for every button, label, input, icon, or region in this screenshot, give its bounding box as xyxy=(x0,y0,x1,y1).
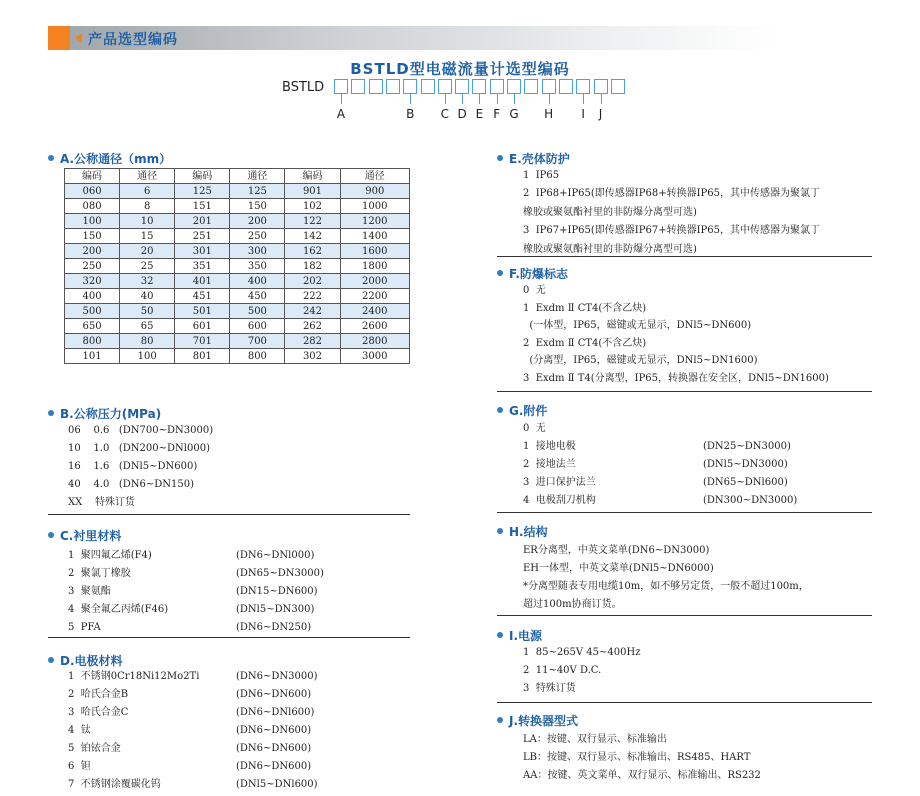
table-cell: 80 xyxy=(120,334,175,349)
code-box xyxy=(472,79,486,94)
bullet-icon xyxy=(497,632,503,638)
table-cell: 200 xyxy=(65,244,120,259)
code-connector xyxy=(479,94,480,104)
text-line: XX 特殊订货 xyxy=(68,497,135,508)
bullet-icon xyxy=(497,407,503,413)
table-cell: 3000 xyxy=(340,349,409,364)
section-g-title: G.附件 xyxy=(497,402,547,419)
item-label: 4 电极刮刀机构 xyxy=(523,495,596,506)
item-range: (DNl5~DN3000) xyxy=(703,459,788,470)
text-line: (分离型，IP65，磁键或无显示，DNl5~DN1600) xyxy=(523,355,758,367)
text-line: 1 IP65 xyxy=(523,170,560,181)
code-letter: B xyxy=(406,107,415,121)
col-header: 通径 xyxy=(340,169,409,184)
text-line: ER分离型，中英文菜单(DN6~DN3000) xyxy=(523,545,710,556)
item-range: (DN6~DN600) xyxy=(236,743,312,754)
table-cell: 242 xyxy=(285,304,340,319)
item-label: 4 聚全氟乙丙烯(F46) xyxy=(68,604,169,615)
table-cell: 2200 xyxy=(340,289,409,304)
code-letter: F xyxy=(493,107,501,121)
code-letter: J xyxy=(598,107,603,121)
table-cell: 2400 xyxy=(340,304,409,319)
table-cell: 800 xyxy=(230,349,285,364)
table-cell: 102 xyxy=(285,199,340,214)
text-line: 10 1.0 (DN200~DNl000) xyxy=(68,443,210,454)
item-range: (DN6~DN250) xyxy=(236,622,312,633)
table-cell: 2600 xyxy=(340,319,409,334)
item-range: (DN6~DN600) xyxy=(236,761,312,772)
code-letter: H xyxy=(544,107,554,121)
divider xyxy=(48,514,410,515)
item-range: (DNl5~DN300) xyxy=(236,604,315,615)
item-range: (DN65~DN3000) xyxy=(236,568,324,579)
divider xyxy=(48,637,410,638)
table-cell: 150 xyxy=(230,199,285,214)
table-cell: 8 xyxy=(120,199,175,214)
table-cell: 2800 xyxy=(340,334,409,349)
table-cell: 400 xyxy=(65,289,120,304)
table-cell: 162 xyxy=(285,244,340,259)
section-h-title: H.结构 xyxy=(497,523,548,540)
table-cell: 282 xyxy=(285,334,340,349)
text-line: 3 特殊订货 xyxy=(523,683,576,694)
item-label: 3 进口保护法兰 xyxy=(523,477,596,488)
table-cell: 20 xyxy=(120,244,175,259)
table-row xyxy=(65,199,410,214)
table-row xyxy=(65,349,410,364)
section-d-title: D.电极材料 xyxy=(48,652,123,669)
table-row xyxy=(65,184,410,199)
table-cell: 320 xyxy=(65,274,120,289)
section-f-title: F.防爆标志 xyxy=(497,265,568,282)
text-line: 1 85~265V 45~400Hz xyxy=(523,647,641,658)
text-line: 2 11~40V D.C. xyxy=(523,665,602,676)
table-cell: 100 xyxy=(120,349,175,364)
code-box xyxy=(559,79,573,94)
table-cell: 15 xyxy=(120,229,175,244)
table-cell: 302 xyxy=(285,349,340,364)
text-line: LA：按键、双行显示、标准输出 xyxy=(523,734,667,745)
text-line: 橡胶或聚氨酯衬里的非防爆分离型可选) xyxy=(523,206,697,218)
code-letter: I xyxy=(581,107,585,121)
table-cell: 2000 xyxy=(340,274,409,289)
table-row xyxy=(65,274,410,289)
bullet-icon xyxy=(497,528,503,534)
section-e-title: E.壳体防护 xyxy=(497,150,570,167)
code-connector xyxy=(341,94,342,104)
code-connector xyxy=(497,94,498,104)
code-box xyxy=(403,79,417,94)
table-cell: 400 xyxy=(230,274,285,289)
divider xyxy=(497,256,872,257)
table-cell: 301 xyxy=(175,244,230,259)
code-letter: G xyxy=(509,107,519,121)
code-box xyxy=(611,79,625,94)
code-box xyxy=(351,79,365,94)
table-cell: 100 xyxy=(65,214,120,229)
code-connector xyxy=(462,94,463,104)
code-box xyxy=(507,79,521,94)
table-cell: 1200 xyxy=(340,214,409,229)
col-header: 通径 xyxy=(230,169,285,184)
table-cell: 900 xyxy=(340,184,409,199)
code-connector xyxy=(583,94,584,104)
text-line: *分离型随表专用电缆10m，如不够另定货，一般不超过100m， xyxy=(523,581,809,592)
code-box xyxy=(438,79,452,94)
table-row xyxy=(65,229,410,244)
code-connector xyxy=(410,94,411,104)
code-letter: E xyxy=(475,107,484,121)
code-box xyxy=(542,79,556,94)
code-connector xyxy=(445,94,446,104)
table-row xyxy=(65,244,410,259)
divider xyxy=(497,391,872,392)
orange-square-icon xyxy=(48,26,70,50)
table-cell: 125 xyxy=(175,184,230,199)
table-cell: 451 xyxy=(175,289,230,304)
col-header: 编码 xyxy=(285,169,340,184)
code-connector xyxy=(549,94,550,104)
table-cell: 300 xyxy=(230,244,285,259)
table-cell: 901 xyxy=(285,184,340,199)
item-label: 1 不锈钢0Cr18Ni12Mo2Ti xyxy=(68,671,200,682)
table-cell: 142 xyxy=(285,229,340,244)
text-line: (一体型，IP65，磁键或无显示，DNl5~DN600) xyxy=(523,320,752,332)
col-header: 编码 xyxy=(175,169,230,184)
bullet-icon xyxy=(48,410,54,416)
code-box xyxy=(455,79,469,94)
text-line: 橡胶或聚氨酯衬里的非防爆分离型可选) xyxy=(523,243,697,255)
item-label: 7 不锈钢涂覆碳化钨 xyxy=(68,779,161,790)
table-cell: 122 xyxy=(285,214,340,229)
code-letter: D xyxy=(457,107,467,121)
item-label: 3 哈氏合金C xyxy=(68,707,129,718)
table-cell: 500 xyxy=(230,304,285,319)
table-cell: 250 xyxy=(65,259,120,274)
item-label: 6 钽 xyxy=(68,761,91,772)
code-box xyxy=(524,79,538,94)
table-cell: 50 xyxy=(120,304,175,319)
section-i-title: I.电源 xyxy=(497,627,542,644)
item-label: 2 聚氯丁橡胶 xyxy=(68,568,131,579)
table-cell: 65 xyxy=(120,319,175,334)
table-cell: 1400 xyxy=(340,229,409,244)
text-line: EH一体型，中英文菜单(DNl5~DN6000) xyxy=(523,563,714,574)
code-title: BSTLD型电磁流量计选型编码 xyxy=(350,60,570,78)
section-b-title: B.公称压力(MPa) xyxy=(48,405,161,422)
table-cell: 222 xyxy=(285,289,340,304)
table-cell: 1000 xyxy=(340,199,409,214)
code-box xyxy=(594,79,608,94)
code-box xyxy=(490,79,504,94)
item-label: 3 聚氨酯 xyxy=(68,586,111,597)
table-cell: 150 xyxy=(65,229,120,244)
section-header-bar xyxy=(48,26,776,50)
text-line: 2 Exdm Ⅱ CT4(不含乙炔) xyxy=(523,337,647,349)
item-range: (DN6~DNl600) xyxy=(236,707,315,718)
table-cell: 251 xyxy=(175,229,230,244)
text-line: LB：按键、双行显示、标准输出、RS485、HART xyxy=(523,752,751,763)
item-range: (DN25~DN3000) xyxy=(703,441,791,452)
text-line: 0 无 xyxy=(523,285,546,296)
code-connector xyxy=(601,94,602,104)
table-cell: 650 xyxy=(65,319,120,334)
item-label: 5 铂铱合金 xyxy=(68,743,121,754)
table-cell: 32 xyxy=(120,274,175,289)
table-cell: 182 xyxy=(285,259,340,274)
item-range: (DN6~DNl000) xyxy=(236,550,315,561)
bullet-icon xyxy=(48,657,54,663)
section-a-title: A.公称通径（mm） xyxy=(48,150,171,167)
bullet-icon xyxy=(48,532,54,538)
table-cell: 200 xyxy=(230,214,285,229)
divider xyxy=(497,702,872,703)
item-label: 1 聚四氟乙烯(F4) xyxy=(68,550,152,561)
table-cell: 600 xyxy=(230,319,285,334)
table-cell: 1800 xyxy=(340,259,409,274)
table-cell: 450 xyxy=(230,289,285,304)
table-cell: 501 xyxy=(175,304,230,319)
section-c-title: C.衬里材料 xyxy=(48,527,121,544)
table-cell: 601 xyxy=(175,319,230,334)
table-cell: 125 xyxy=(230,184,285,199)
item-range: (DN6~DN600) xyxy=(236,689,312,700)
item-label: 1 接地电极 xyxy=(523,441,576,452)
item-range: (DN15~DN600) xyxy=(236,586,318,597)
col-header: 通径 xyxy=(120,169,175,184)
page-title: 产品选型编码 xyxy=(88,32,178,48)
code-box xyxy=(386,79,400,94)
code-box xyxy=(369,79,383,94)
table-cell: 080 xyxy=(65,199,120,214)
table-row xyxy=(65,259,410,274)
text-line: 16 1.6 (DNl5~DN600) xyxy=(68,461,198,472)
item-range: (DNl5~DNl600) xyxy=(236,779,318,790)
bullet-icon xyxy=(48,155,54,161)
table-cell: 10 xyxy=(120,214,175,229)
table-row xyxy=(65,334,410,349)
code-connector xyxy=(514,94,515,104)
item-label: 2 哈氏合金B xyxy=(68,689,129,700)
code-prefix: BSTLD xyxy=(282,80,325,95)
table-cell: 25 xyxy=(120,259,175,274)
table-cell: 202 xyxy=(285,274,340,289)
table-cell: 701 xyxy=(175,334,230,349)
text-line: 2 IP68+IP65(即传感器IP68+转换器IP65，其中传感器为聚氯丁 xyxy=(523,188,820,200)
table-row xyxy=(65,304,410,319)
section-j-title: J.转换器型式 xyxy=(497,712,578,729)
code-box xyxy=(576,79,590,94)
table-cell: 800 xyxy=(65,334,120,349)
code-box xyxy=(421,79,435,94)
text-line: 06 0.6 (DN700~DN3000) xyxy=(68,425,214,436)
table-header-row xyxy=(65,169,410,184)
table-cell: 151 xyxy=(175,199,230,214)
table-row xyxy=(65,289,410,304)
text-line: 40 4.0 (DN6~DN150) xyxy=(68,479,195,490)
table-cell: 060 xyxy=(65,184,120,199)
item-label: 4 钛 xyxy=(68,725,91,736)
table-row xyxy=(65,214,410,229)
table-cell: 500 xyxy=(65,304,120,319)
table-cell: 40 xyxy=(120,289,175,304)
table-cell: 351 xyxy=(175,259,230,274)
text-line: 1 Exdm Ⅱ CT4(不含乙炔) xyxy=(523,302,647,314)
divider xyxy=(497,615,872,616)
code-letter: A xyxy=(336,107,346,121)
item-range: (DN6~DN600) xyxy=(236,725,312,736)
col-header: 编码 xyxy=(65,169,120,184)
code-letter: C xyxy=(440,107,449,121)
table-cell: 1600 xyxy=(340,244,409,259)
table-row xyxy=(65,319,410,334)
table-cell: 801 xyxy=(175,349,230,364)
table-cell: 700 xyxy=(230,334,285,349)
item-label: 0 无 xyxy=(523,423,546,434)
triangle-left-icon xyxy=(75,33,82,43)
item-range: (DN65~DNl600) xyxy=(703,477,788,488)
divider xyxy=(497,512,872,513)
diameter-table xyxy=(64,168,410,364)
text-line: 3 IP67+IP65(即传感器IP67+转换器IP65，其中传感器为聚氯丁 xyxy=(523,225,820,237)
bullet-icon xyxy=(497,155,503,161)
item-label: 5 PFA xyxy=(68,622,101,633)
item-range: (DN300~DN3000) xyxy=(703,495,798,506)
table-cell: 101 xyxy=(65,349,120,364)
item-range: (DN6~DN3000) xyxy=(236,671,318,682)
table-cell: 262 xyxy=(285,319,340,334)
code-box xyxy=(334,79,348,94)
table-cell: 401 xyxy=(175,274,230,289)
bullet-icon xyxy=(497,717,503,723)
table-cell: 250 xyxy=(230,229,285,244)
table-cell: 6 xyxy=(120,184,175,199)
table-cell: 350 xyxy=(230,259,285,274)
item-label: 2 接地法兰 xyxy=(523,459,576,470)
text-line: 3 Exdm Ⅱ T4(分离型，IP65，转换器在安全区，DNl5~DN1600) xyxy=(523,373,829,384)
text-line: 超过100m协商订货。 xyxy=(523,599,622,610)
table-cell: 201 xyxy=(175,214,230,229)
bullet-icon xyxy=(497,270,503,276)
text-line: AA：按键、英文菜单、双行显示、标准输出、RS232 xyxy=(523,770,761,781)
